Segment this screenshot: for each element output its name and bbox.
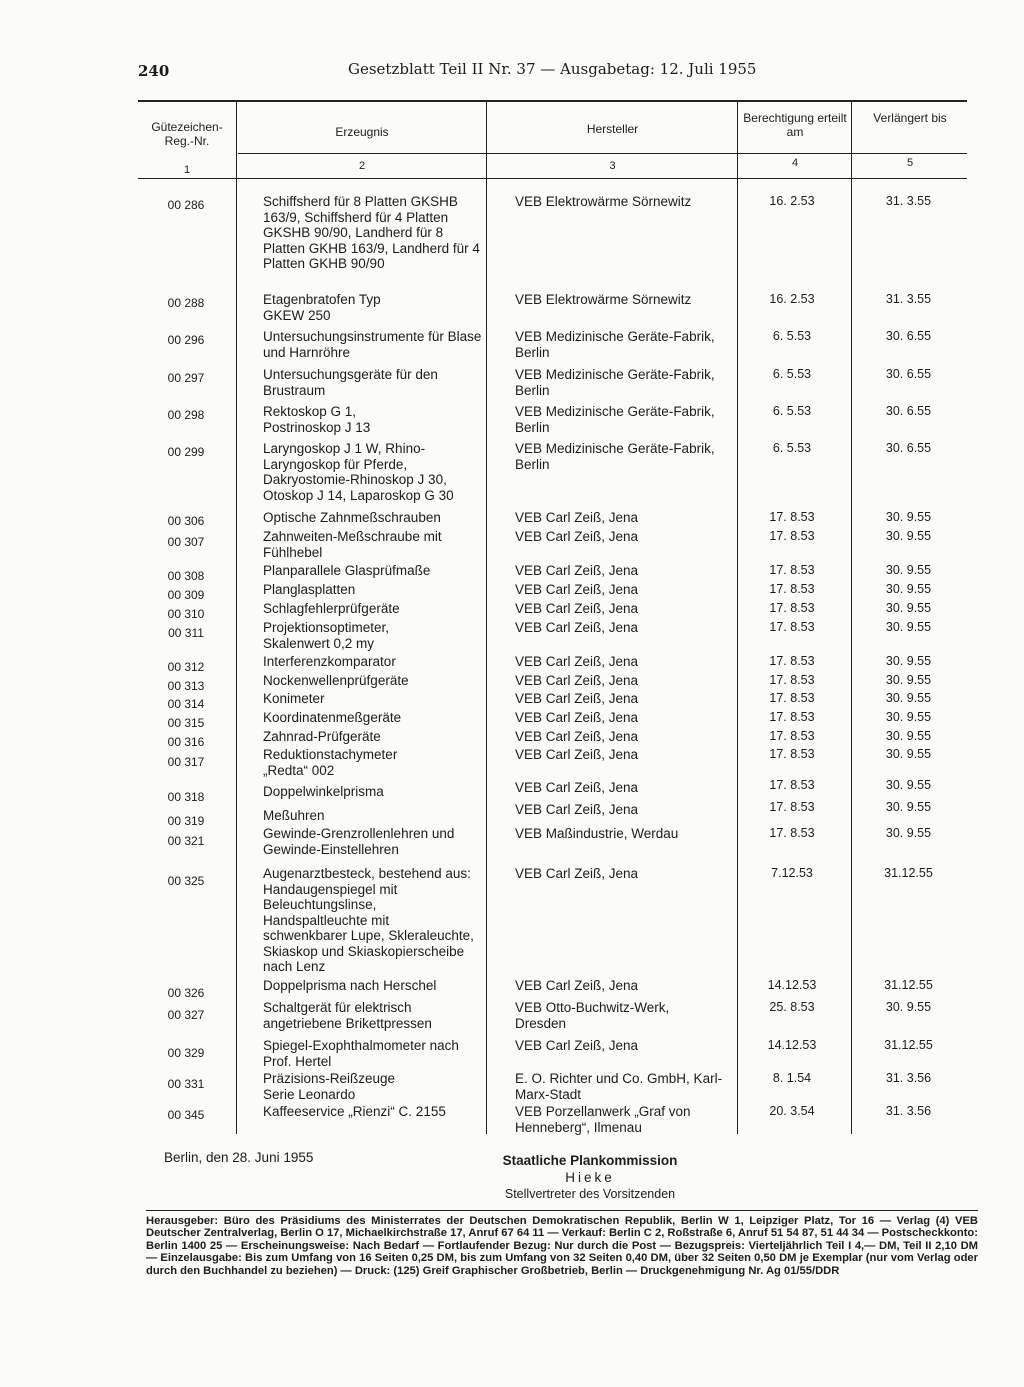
product: Doppelprisma nach Herschel bbox=[263, 978, 437, 993]
product: Schaltgerät für elektrisch angetriebene Brikettpressen bbox=[263, 1000, 432, 1031]
column-number-2: 2 bbox=[358, 160, 366, 172]
product: Spiegel-Exophthalmometer nach Prof. Hertel bbox=[263, 1038, 459, 1069]
granted-date: 6. 5.53 bbox=[772, 404, 812, 418]
manufacturer: VEB Carl Zeiß, Jena bbox=[515, 510, 639, 525]
extended-date: 30. 6.55 bbox=[885, 441, 932, 455]
manufacturer: VEB Carl Zeiß, Jena bbox=[515, 620, 639, 635]
manufacturer: VEB Medizinische Geräte-Fabrik, Berlin bbox=[515, 329, 715, 360]
extended-date: 30. 9.55 bbox=[885, 620, 932, 634]
running-title: Gesetzblatt Teil II Nr. 37 — Ausgabetag: 12. Juli 1955 bbox=[348, 60, 757, 78]
product: Koordinatenmeßgeräte bbox=[263, 710, 402, 725]
granted-date: 6. 5.53 bbox=[772, 441, 812, 455]
issuing-authority: Staatliche Plankommission bbox=[502, 1153, 678, 1168]
column-number-1: 1 bbox=[183, 164, 191, 176]
granted-date: 17. 8.53 bbox=[769, 529, 815, 543]
manufacturer: VEB Carl Zeiß, Jena bbox=[515, 654, 639, 669]
granted-date: 17. 8.53 bbox=[769, 826, 815, 840]
granted-date: 14.12.53 bbox=[767, 978, 817, 992]
reg-number: 00 313 bbox=[167, 679, 205, 693]
granted-date: 8. 1.54 bbox=[772, 1071, 812, 1085]
product: Konimeter bbox=[263, 691, 325, 706]
manufacturer: VEB Elektrowärme Sörnewitz bbox=[515, 292, 692, 307]
granted-date: 25. 8.53 bbox=[769, 1000, 815, 1014]
manufacturer: VEB Carl Zeiß, Jena bbox=[515, 710, 639, 725]
manufacturer: VEB Carl Zeiß, Jena bbox=[515, 978, 639, 993]
manufacturer: VEB Elektrowärme Sörnewitz bbox=[515, 194, 692, 209]
extended-date: 31. 3.55 bbox=[885, 292, 932, 306]
column-number-4: 4 bbox=[791, 157, 799, 169]
column-header-product: Erzeugnis bbox=[335, 125, 389, 139]
granted-date: 6. 5.53 bbox=[772, 329, 812, 343]
reg-number: 00 306 bbox=[167, 514, 205, 528]
column-number-5: 5 bbox=[906, 157, 914, 169]
column-divider-1 bbox=[236, 102, 237, 1134]
reg-number: 00 327 bbox=[167, 1008, 205, 1022]
granted-date: 17. 8.53 bbox=[769, 510, 815, 524]
granted-date: 16. 2.53 bbox=[769, 292, 815, 306]
reg-number: 00 318 bbox=[167, 790, 205, 804]
extended-date: 30. 9.55 bbox=[885, 747, 932, 761]
reg-number: 00 316 bbox=[167, 735, 205, 749]
column-divider-2 bbox=[486, 102, 487, 1134]
manufacturer: VEB Carl Zeiß, Jena bbox=[515, 780, 639, 795]
extended-date: 30. 9.55 bbox=[885, 582, 932, 596]
granted-date: 17. 8.53 bbox=[769, 582, 815, 596]
reg-number: 00 296 bbox=[167, 333, 205, 347]
reg-number: 00 288 bbox=[167, 296, 205, 310]
reg-number: 00 326 bbox=[167, 986, 205, 1000]
manufacturer: VEB Medizinische Geräte-Fabrik, Berlin bbox=[515, 441, 715, 472]
reg-number: 00 345 bbox=[167, 1108, 205, 1122]
reg-number: 00 310 bbox=[167, 607, 205, 621]
manufacturer: VEB Carl Zeiß, Jena bbox=[515, 673, 639, 688]
imprint: Herausgeber: Büro des Präsidiums des Ministerrates der Deutschen Demokratischen Republik, Berlin W 1, Leipziger Platz, Tor 16 — Verlag (4) VEB Deutscher Zentralverlag, Berlin O 17, Michaelkirchstraße 17, Anruf 67 64 11 — Verkauf: Berlin C 2, Roßstraße 6, Anruf 51 54 87, 51 44 34 — Postscheckkonto: Berlin 1400 25 — Erscheinungsweise: Nach Bedarf — Fortlaufender Bezug: Nur durch die Post — Bezugspreis: Vierteljährlich Teil I 4,— DM, Teil II 2,10 DM — Einzelausgabe: Bis zum Umfang von 16 Seiten 0,25 DM, bis zum Umfang von 32 Seiten 0,40 DM, über 32 Seiten 0,50 DM je Exemplar (nur vom Verlag oder durch den Buchhandel zu beziehen) — Druck: (125) Greif Graphischer Großbetrieb, Berlin — Druckgenehmigung Nr. Ag 01/55/DDR bbox=[146, 1215, 978, 1277]
granted-date: 17. 8.53 bbox=[769, 654, 815, 668]
reg-number: 00 321 bbox=[167, 834, 205, 848]
product: Schlagfehlerprüfgeräte bbox=[263, 601, 400, 616]
product: Untersuchungsgeräte für den Brustraum bbox=[263, 367, 438, 398]
product: Untersuchungsinstrumente für Blase und Harnröhre bbox=[263, 329, 482, 360]
reg-number: 00 317 bbox=[167, 755, 205, 769]
reg-number: 00 309 bbox=[167, 588, 205, 602]
product: Zahnweiten-Meßschraube mit Fühlhebel bbox=[263, 529, 442, 560]
column-header-extended: Verlängert bis bbox=[873, 111, 947, 125]
granted-date: 17. 8.53 bbox=[769, 710, 815, 724]
place-date: Berlin, den 28. Juni 1955 bbox=[164, 1150, 314, 1165]
reg-number: 00 315 bbox=[167, 716, 205, 730]
product: Optische Zahnmeßschrauben bbox=[263, 510, 441, 525]
granted-date: 7.12.53 bbox=[771, 866, 813, 880]
extended-date: 30. 9.55 bbox=[885, 691, 932, 705]
extended-date: 31.12.55 bbox=[884, 1038, 933, 1052]
extended-date: 30. 9.55 bbox=[885, 529, 932, 543]
granted-date: 17. 8.53 bbox=[769, 601, 815, 615]
reg-number: 00 286 bbox=[167, 198, 205, 212]
extended-date: 30. 9.55 bbox=[885, 710, 932, 724]
column-divider-4 bbox=[851, 102, 852, 1134]
granted-date: 14.12.53 bbox=[767, 1038, 817, 1052]
granted-date: 17. 8.53 bbox=[769, 747, 815, 761]
extended-date: 30. 9.55 bbox=[885, 800, 932, 814]
granted-date: 16. 2.53 bbox=[769, 194, 815, 208]
product: Augenarztbesteck, bestehend aus: Handaugenspiegel mit Beleuchtungslinse, Handspaltleuchte mit schwenkbarer Lupe, Skleraleuchte, Skiaskop und Skiaskopierscheibe nach Lenz bbox=[263, 866, 474, 974]
product: Etagenbratofen Typ GKEW 250 bbox=[263, 292, 381, 323]
granted-date: 17. 8.53 bbox=[769, 729, 815, 743]
reg-number: 00 299 bbox=[167, 445, 205, 459]
extended-date: 30. 9.55 bbox=[885, 778, 932, 792]
manufacturer: VEB Medizinische Geräte-Fabrik, Berlin bbox=[515, 367, 715, 398]
manufacturer: VEB Carl Zeiß, Jena bbox=[515, 747, 639, 762]
manufacturer: E. O. Richter und Co. GmbH, Karl-Marx-Stadt bbox=[515, 1071, 723, 1102]
manufacturer: VEB Medizinische Geräte-Fabrik, Berlin bbox=[515, 404, 715, 435]
extended-date: 31. 3.55 bbox=[885, 194, 932, 208]
product: Präzisions-Reißzeuge Serie Leonardo bbox=[263, 1071, 396, 1102]
manufacturer: VEB Porzellanwerk „Graf von Henneberg“, Ilmenau bbox=[515, 1104, 691, 1135]
product: Planglasplatten bbox=[263, 582, 356, 597]
manufacturer: VEB Carl Zeiß, Jena bbox=[515, 601, 639, 616]
imprint-rule bbox=[146, 1210, 978, 1211]
manufacturer: VEB Carl Zeiß, Jena bbox=[515, 582, 639, 597]
reg-number: 00 298 bbox=[167, 408, 205, 422]
reg-number: 00 311 bbox=[168, 626, 204, 640]
column-header-reg: Gütezeichen-Reg.-Nr. bbox=[151, 120, 223, 148]
product: Projektionsoptimeter, Skalenwert 0,2 my bbox=[263, 620, 390, 651]
product: Schiffsherd für 8 Platten GKSHB 163/9, Schiffsherd für 4 Platten GKSHB 90/90, Landherd für 8 Platten GKHB 163/9, Landherd für 4 Platten GKHB 90/90 bbox=[263, 194, 480, 271]
product: Reduktionstachymeter „Redta“ 002 bbox=[263, 747, 398, 778]
reg-number: 00 307 bbox=[167, 535, 205, 549]
granted-date: 6. 5.53 bbox=[772, 367, 812, 381]
reg-number: 00 325 bbox=[167, 874, 205, 888]
manufacturer: VEB Carl Zeiß, Jena bbox=[515, 729, 639, 744]
manufacturer: VEB Otto-Buchwitz-Werk, Dresden bbox=[515, 1000, 670, 1031]
granted-date: 17. 8.53 bbox=[769, 691, 815, 705]
signatory-name: Hieke bbox=[565, 1170, 615, 1185]
extended-date: 30. 9.55 bbox=[885, 510, 932, 524]
product: Gewinde-Grenzrollenlehren und Gewinde-Einstellehren bbox=[263, 826, 455, 857]
extended-date: 30. 6.55 bbox=[885, 367, 932, 381]
extended-date: 30. 9.55 bbox=[885, 673, 932, 687]
manufacturer: VEB Carl Zeiß, Jena bbox=[515, 866, 639, 881]
column-divider-3 bbox=[737, 102, 738, 1134]
extended-date: 31.12.55 bbox=[884, 978, 933, 992]
granted-date: 17. 8.53 bbox=[769, 673, 815, 687]
extended-date: 30. 9.55 bbox=[885, 654, 932, 668]
column-number-3: 3 bbox=[609, 160, 616, 172]
reg-number: 00 319 bbox=[167, 814, 205, 828]
product: Doppelwinkelprisma bbox=[263, 784, 384, 799]
column-header-manufacturer: Hersteller bbox=[586, 122, 639, 136]
extended-date: 30. 6.55 bbox=[885, 404, 932, 418]
granted-date: 17. 8.53 bbox=[769, 620, 815, 634]
header-bottom-rule bbox=[138, 178, 967, 179]
product: Rektoskop G 1, Postrinoskop J 13 bbox=[263, 404, 371, 435]
granted-date: 17. 8.53 bbox=[769, 778, 815, 792]
extended-date: 31.12.55 bbox=[884, 866, 933, 880]
manufacturer: VEB Carl Zeiß, Jena bbox=[515, 1038, 639, 1053]
extended-date: 31. 3.56 bbox=[885, 1104, 932, 1118]
table-top-rule bbox=[138, 100, 967, 102]
granted-date: 17. 8.53 bbox=[769, 563, 815, 577]
page-number: 240 bbox=[138, 62, 170, 80]
reg-number: 00 308 bbox=[167, 569, 205, 583]
product: Planparallele Glasprüfmaße bbox=[263, 563, 431, 578]
extended-date: 31. 3.56 bbox=[885, 1071, 932, 1085]
granted-date: 20. 3.54 bbox=[769, 1104, 815, 1118]
extended-date: 30. 9.55 bbox=[885, 1000, 932, 1014]
extended-date: 30. 9.55 bbox=[885, 563, 932, 577]
manufacturer: VEB Maßindustrie, Werdau bbox=[515, 826, 679, 841]
extended-date: 30. 6.55 bbox=[885, 329, 932, 343]
manufacturer: VEB Carl Zeiß, Jena bbox=[515, 802, 639, 817]
product: Laryngoskop J 1 W, Rhino-Laryngoskop für Pferde, Dakryostomie-Rhinoskop J 30, Otoskop J 14, Laparoskop G 30 bbox=[263, 441, 454, 503]
granted-date: 17. 8.53 bbox=[769, 800, 815, 814]
product: Meßuhren bbox=[263, 808, 325, 823]
manufacturer: VEB Carl Zeiß, Jena bbox=[515, 563, 639, 578]
product: Kaffeeservice „Rienzi“ C. 2155 bbox=[263, 1104, 446, 1119]
signatory-role: Stellvertreter des Vorsitzenden bbox=[504, 1187, 676, 1201]
product: Interferenzkomparator bbox=[263, 654, 396, 669]
product: Nockenwellenprüfgeräte bbox=[263, 673, 409, 688]
column-header-granted: Berechtigung erteilt am bbox=[743, 111, 847, 139]
manufacturer: VEB Carl Zeiß, Jena bbox=[515, 691, 639, 706]
extended-date: 30. 9.55 bbox=[885, 601, 932, 615]
product: Zahnrad-Prüfgeräte bbox=[263, 729, 381, 744]
reg-number: 00 314 bbox=[167, 697, 205, 711]
extended-date: 30. 9.55 bbox=[885, 826, 932, 840]
reg-number: 00 297 bbox=[167, 371, 205, 385]
header-number-rule bbox=[238, 153, 967, 154]
manufacturer: VEB Carl Zeiß, Jena bbox=[515, 529, 639, 544]
reg-number: 00 331 bbox=[167, 1077, 205, 1091]
extended-date: 30. 9.55 bbox=[885, 729, 932, 743]
reg-number: 00 329 bbox=[167, 1046, 205, 1060]
reg-number: 00 312 bbox=[167, 660, 205, 674]
